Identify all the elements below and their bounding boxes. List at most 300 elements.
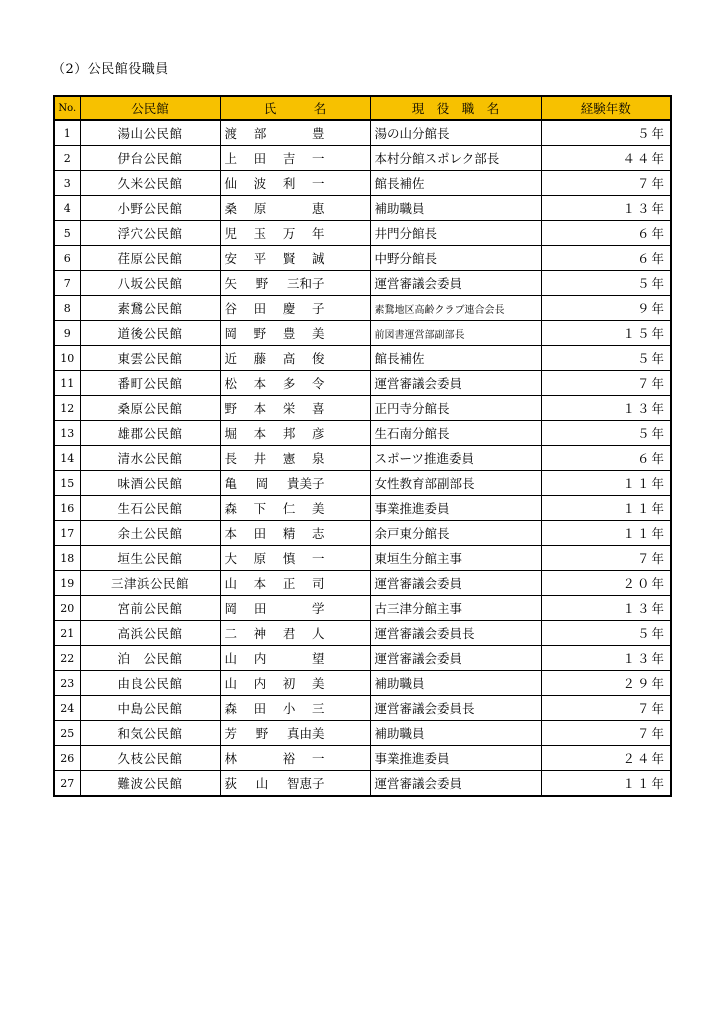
name-char: 上 <box>224 151 238 166</box>
name-char: 貴美子 <box>286 476 325 491</box>
name-char: 仙 <box>224 176 238 191</box>
person-name <box>220 571 370 596</box>
current-position: 東垣生分館主事 <box>370 546 541 571</box>
name-char: 栄 <box>282 401 296 416</box>
hall-name: 中島公民館 <box>80 696 220 721</box>
header-years: 経験年数 <box>541 96 671 120</box>
name-char: 喜 <box>311 401 325 416</box>
name-char: 内 <box>253 676 267 691</box>
name-char: 山 <box>255 776 269 791</box>
experience-years: １３年 <box>541 396 671 421</box>
name-char: 田 <box>253 701 267 716</box>
person-name <box>220 296 370 321</box>
experience-years: １５年 <box>541 321 671 346</box>
experience-years: １１年 <box>541 521 671 546</box>
name-char <box>283 649 295 667</box>
current-position: 事業推進委員 <box>370 496 541 521</box>
person-name-chars <box>225 424 325 442</box>
table-row <box>54 421 671 446</box>
name-char: 原 <box>253 551 267 566</box>
current-position: 運営審議会委員 <box>370 571 541 596</box>
person-name-chars <box>225 124 325 142</box>
row-number: 20 <box>54 596 80 621</box>
name-char: 亀 <box>224 476 238 491</box>
table-row <box>54 571 671 596</box>
current-position: 運営審議会委員長 <box>370 621 541 646</box>
name-char: 近 <box>224 351 238 366</box>
person-name <box>220 246 370 271</box>
name-char: 豊 <box>282 326 296 341</box>
name-char: 渡 <box>224 126 238 141</box>
person-name-chars <box>225 499 325 517</box>
table-row <box>54 496 671 521</box>
name-char: 長 <box>224 451 238 466</box>
section-heading: （2）公民館役職員 <box>52 62 169 77</box>
person-name <box>220 696 370 721</box>
name-char: 多 <box>282 376 296 391</box>
experience-years: ５年 <box>541 120 671 146</box>
name-char: 俊 <box>311 351 325 366</box>
hall-name: 雄郡公民館 <box>80 421 220 446</box>
row-number: 11 <box>54 371 80 396</box>
table-row <box>54 446 671 471</box>
experience-years: ４４年 <box>541 146 671 171</box>
name-char: 谷 <box>224 301 238 316</box>
current-position: 生石南分館長 <box>370 421 541 446</box>
name-char: 岡 <box>224 326 238 341</box>
hall-name: 伊台公民館 <box>80 146 220 171</box>
person-name <box>220 746 370 771</box>
name-char: 小 <box>282 701 296 716</box>
hall-name: 番町公民館 <box>80 371 220 396</box>
name-char: 荻 <box>224 776 238 791</box>
hall-name: 味酒公民館 <box>80 471 220 496</box>
name-char: 井 <box>253 451 267 466</box>
hall-name: 桑原公民館 <box>80 396 220 421</box>
name-char: 下 <box>253 501 267 516</box>
header-title: 現 役 職 名 <box>370 96 541 120</box>
person-name <box>220 371 370 396</box>
person-name-chars <box>225 324 325 342</box>
table-row <box>54 196 671 221</box>
experience-years: ７年 <box>541 546 671 571</box>
current-position: 運営審議会委員 <box>370 771 541 797</box>
current-position: 中野分館長 <box>370 246 541 271</box>
name-char: 本 <box>253 576 267 591</box>
name-char: 大 <box>224 551 238 566</box>
current-position: 湯の山分館長 <box>370 120 541 146</box>
person-name-chars <box>225 349 325 367</box>
current-position: 補助職員 <box>370 196 541 221</box>
experience-years: ９年 <box>541 296 671 321</box>
name-char: 田 <box>253 526 267 541</box>
name-char: 正 <box>282 576 296 591</box>
person-name-chars <box>225 299 325 317</box>
row-number: 5 <box>54 221 80 246</box>
name-char: 野 <box>255 726 269 741</box>
current-position: 古三津分館主事 <box>370 596 541 621</box>
row-number: 9 <box>54 321 80 346</box>
table-row <box>54 471 671 496</box>
name-char: 一 <box>311 176 325 191</box>
table-row <box>54 621 671 646</box>
current-position: 本村分館スポレク部長 <box>370 146 541 171</box>
current-position: 井門分館長 <box>370 221 541 246</box>
person-name-chars <box>225 249 325 267</box>
current-position: 女性教育部副部長 <box>370 471 541 496</box>
name-char: 原 <box>253 201 267 216</box>
person-name <box>220 120 370 146</box>
name-char: 本 <box>253 401 267 416</box>
experience-years: １３年 <box>541 596 671 621</box>
table-row <box>54 296 671 321</box>
table-row <box>54 721 671 746</box>
name-char: 矢 <box>224 276 238 291</box>
person-name-chars <box>225 274 325 292</box>
name-char: 令 <box>311 376 325 391</box>
name-char: 司 <box>311 576 325 591</box>
name-char: 岡 <box>224 601 238 616</box>
name-char: 誠 <box>311 251 325 266</box>
name-char: 一 <box>311 551 325 566</box>
experience-years: ６年 <box>541 246 671 271</box>
person-name <box>220 546 370 571</box>
staff-table <box>53 95 672 797</box>
name-char: 人 <box>311 626 325 641</box>
name-char: 安 <box>224 251 238 266</box>
name-char <box>283 199 295 217</box>
hall-name: 和気公民館 <box>80 721 220 746</box>
hall-name: 道後公民館 <box>80 321 220 346</box>
table-row <box>54 146 671 171</box>
name-char: 山 <box>224 651 238 666</box>
person-name <box>220 221 370 246</box>
person-name-chars <box>225 399 325 417</box>
header-no: No. <box>54 96 80 120</box>
row-number: 3 <box>54 171 80 196</box>
person-name-chars <box>225 449 325 467</box>
name-char: 田 <box>253 601 267 616</box>
name-char: 本 <box>224 526 238 541</box>
person-name-chars <box>225 474 325 492</box>
person-name-chars <box>225 624 325 642</box>
table-body <box>54 120 671 796</box>
name-char: 吉 <box>282 151 296 166</box>
person-name-chars <box>225 674 325 692</box>
name-char: 野 <box>224 401 238 416</box>
name-char: 神 <box>253 626 267 641</box>
hall-name: 垣生公民館 <box>80 546 220 571</box>
name-char: 部 <box>253 126 267 141</box>
name-char: 波 <box>253 176 267 191</box>
name-char: 本 <box>253 426 267 441</box>
name-char: 慎 <box>282 551 296 566</box>
experience-years: ２４年 <box>541 746 671 771</box>
hall-name: 泊 公民館 <box>80 646 220 671</box>
table-row <box>54 596 671 621</box>
person-name-chars <box>225 174 325 192</box>
person-name <box>220 771 370 797</box>
name-char: 真由美 <box>286 726 325 741</box>
row-number: 18 <box>54 546 80 571</box>
row-number: 1 <box>54 120 80 146</box>
row-number: 19 <box>54 571 80 596</box>
hall-name: 高浜公民館 <box>80 621 220 646</box>
row-number: 14 <box>54 446 80 471</box>
experience-years: ６年 <box>541 446 671 471</box>
hall-name: 久米公民館 <box>80 171 220 196</box>
hall-name: 生石公民館 <box>80 496 220 521</box>
name-char: 芳 <box>224 726 238 741</box>
person-name-chars <box>225 749 325 767</box>
name-char: 初 <box>282 676 296 691</box>
table-row <box>54 746 671 771</box>
name-char: 万 <box>282 226 296 241</box>
row-number: 16 <box>54 496 80 521</box>
row-number: 10 <box>54 346 80 371</box>
header-hall: 公民館 <box>80 96 220 120</box>
name-char: 三和子 <box>286 276 325 291</box>
person-name-chars <box>225 574 325 592</box>
person-name-chars <box>225 699 325 717</box>
row-number: 2 <box>54 146 80 171</box>
table-row <box>54 346 671 371</box>
hall-name: 宮前公民館 <box>80 596 220 621</box>
name-char: 一 <box>311 751 325 766</box>
person-name <box>220 621 370 646</box>
name-char: 松 <box>224 376 238 391</box>
table-row <box>54 521 671 546</box>
experience-years: ５年 <box>541 346 671 371</box>
table-row <box>54 671 671 696</box>
current-position: 館長補佐 <box>370 346 541 371</box>
person-name <box>220 671 370 696</box>
experience-years: ７年 <box>541 371 671 396</box>
row-number: 24 <box>54 696 80 721</box>
person-name <box>220 146 370 171</box>
person-name <box>220 446 370 471</box>
person-name <box>220 421 370 446</box>
person-name-chars <box>225 599 325 617</box>
hall-name: 久枝公民館 <box>80 746 220 771</box>
experience-years: １３年 <box>541 646 671 671</box>
experience-years: １１年 <box>541 771 671 797</box>
name-char: 志 <box>311 526 325 541</box>
row-number: 13 <box>54 421 80 446</box>
row-number: 7 <box>54 271 80 296</box>
name-char: 君 <box>282 626 296 641</box>
row-number: 22 <box>54 646 80 671</box>
name-char: 泉 <box>311 451 325 466</box>
row-number: 4 <box>54 196 80 221</box>
row-number: 21 <box>54 621 80 646</box>
name-char: 仁 <box>282 501 296 516</box>
experience-years: ７年 <box>541 721 671 746</box>
table-row <box>54 646 671 671</box>
table-row <box>54 371 671 396</box>
name-char: 山 <box>224 676 238 691</box>
header-name: 氏 名 <box>220 96 370 120</box>
name-char <box>283 599 295 617</box>
name-char: 賢 <box>282 251 296 266</box>
hall-name: 小野公民館 <box>80 196 220 221</box>
person-name <box>220 596 370 621</box>
name-char: 山 <box>224 576 238 591</box>
hall-name: 余土公民館 <box>80 521 220 546</box>
name-char: 恵 <box>311 201 325 216</box>
current-position: 正円寺分館長 <box>370 396 541 421</box>
person-name <box>220 721 370 746</box>
table-row <box>54 171 671 196</box>
experience-years: ５年 <box>541 271 671 296</box>
person-name-chars <box>225 149 325 167</box>
table-header-row <box>54 96 671 120</box>
name-char: 森 <box>224 501 238 516</box>
name-char: 野 <box>253 326 267 341</box>
name-char: 年 <box>311 226 325 241</box>
name-char: 岡 <box>255 476 269 491</box>
person-name <box>220 196 370 221</box>
person-name <box>220 321 370 346</box>
person-name <box>220 346 370 371</box>
name-char: 慶 <box>282 301 296 316</box>
experience-years: ６年 <box>541 221 671 246</box>
name-char: 学 <box>311 601 325 616</box>
current-position: 運営審議会委員 <box>370 646 541 671</box>
name-char: 二 <box>224 626 238 641</box>
person-name-chars <box>225 724 325 742</box>
name-char: 児 <box>224 226 238 241</box>
name-char: 桑 <box>224 201 238 216</box>
name-char: 利 <box>282 176 296 191</box>
experience-years: ７年 <box>541 171 671 196</box>
name-char: 邦 <box>282 426 296 441</box>
name-char: 憲 <box>282 451 296 466</box>
row-number: 23 <box>54 671 80 696</box>
name-char: 望 <box>311 651 325 666</box>
person-name <box>220 271 370 296</box>
row-number: 26 <box>54 746 80 771</box>
person-name-chars <box>225 774 325 792</box>
experience-years: ７年 <box>541 696 671 721</box>
name-char: 藤 <box>253 351 267 366</box>
name-char: 本 <box>253 376 267 391</box>
row-number: 12 <box>54 396 80 421</box>
table-row <box>54 696 671 721</box>
current-position: 補助職員 <box>370 721 541 746</box>
name-char: 美 <box>311 676 325 691</box>
hall-name: 素鵞公民館 <box>80 296 220 321</box>
table-row <box>54 246 671 271</box>
name-char: 平 <box>253 251 267 266</box>
table-row <box>54 221 671 246</box>
experience-years: ２０年 <box>541 571 671 596</box>
hall-name: 八坂公民館 <box>80 271 220 296</box>
name-char: 田 <box>253 301 267 316</box>
name-char: 子 <box>311 301 325 316</box>
name-char <box>283 124 295 142</box>
person-name-chars <box>225 224 325 242</box>
person-name <box>220 521 370 546</box>
name-char: 林 <box>224 751 238 766</box>
name-char: 彦 <box>311 426 325 441</box>
row-number: 17 <box>54 521 80 546</box>
current-position: 事業推進委員 <box>370 746 541 771</box>
name-char: 美 <box>311 326 325 341</box>
current-position: 余戸東分館長 <box>370 521 541 546</box>
experience-years: ５年 <box>541 421 671 446</box>
person-name-chars <box>225 649 325 667</box>
experience-years: ５年 <box>541 621 671 646</box>
table-row <box>54 396 671 421</box>
row-number: 25 <box>54 721 80 746</box>
table-row <box>54 321 671 346</box>
name-char: 高 <box>282 351 296 366</box>
name-char <box>254 749 266 767</box>
current-position: 運営審議会委員 <box>370 371 541 396</box>
table-row <box>54 771 671 797</box>
person-name <box>220 171 370 196</box>
name-char: 堀 <box>224 426 238 441</box>
person-name-chars <box>225 199 325 217</box>
hall-name: 清水公民館 <box>80 446 220 471</box>
row-number: 15 <box>54 471 80 496</box>
hall-name: 荏原公民館 <box>80 246 220 271</box>
name-char: 三 <box>311 701 325 716</box>
experience-years: １１年 <box>541 471 671 496</box>
hall-name: 由良公民館 <box>80 671 220 696</box>
experience-years: ２９年 <box>541 671 671 696</box>
name-char: 豊 <box>311 126 325 141</box>
current-position: 運営審議会委員 <box>370 271 541 296</box>
row-number: 6 <box>54 246 80 271</box>
name-char: 森 <box>224 701 238 716</box>
person-name <box>220 471 370 496</box>
experience-years: １３年 <box>541 196 671 221</box>
hall-name: 三津浜公民館 <box>80 571 220 596</box>
name-char: 美 <box>311 501 325 516</box>
current-position: スポーツ推進委員 <box>370 446 541 471</box>
hall-name: 難波公民館 <box>80 771 220 797</box>
person-name-chars <box>225 549 325 567</box>
table-row <box>54 120 671 146</box>
name-char: 智恵子 <box>286 776 325 791</box>
name-char: 裕 <box>282 751 296 766</box>
hall-name: 東雲公民館 <box>80 346 220 371</box>
person-name-chars <box>225 374 325 392</box>
table-row <box>54 546 671 571</box>
name-char: 田 <box>253 151 267 166</box>
person-name <box>220 496 370 521</box>
table-row <box>54 271 671 296</box>
row-number: 8 <box>54 296 80 321</box>
current-position: 補助職員 <box>370 671 541 696</box>
hall-name: 湯山公民館 <box>80 120 220 146</box>
name-char: 一 <box>311 151 325 166</box>
hall-name: 浮穴公民館 <box>80 221 220 246</box>
name-char: 野 <box>255 276 269 291</box>
experience-years: １１年 <box>541 496 671 521</box>
name-char: 玉 <box>253 226 267 241</box>
current-position: 運営審議会委員長 <box>370 696 541 721</box>
current-position: 館長補佐 <box>370 171 541 196</box>
name-char: 内 <box>253 651 267 666</box>
current-position: 前図書運営部副部長 <box>370 321 541 346</box>
person-name <box>220 646 370 671</box>
name-char: 精 <box>282 526 296 541</box>
current-position: 素鵞地区高齢クラブ連合会長 <box>370 296 541 321</box>
row-number: 27 <box>54 771 80 797</box>
